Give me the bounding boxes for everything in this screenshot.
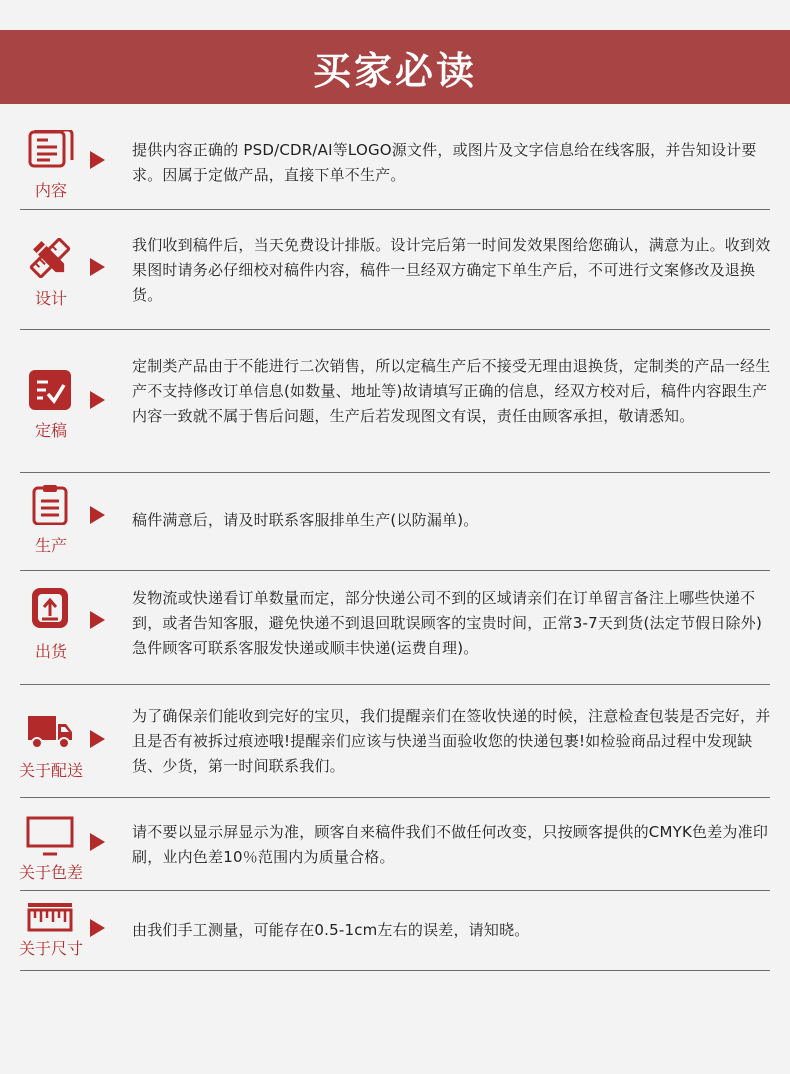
divider xyxy=(20,472,770,473)
arrow-icon xyxy=(90,391,105,409)
section-text: 我们收到稿件后，当天免费设计排版。设计完后第一时间发效果图给您确认，满意为止。收到效果图时请务必仔细校对稿件内容，稿件一旦经双方确定下单生产后，不可进行文案修改及退换货。 xyxy=(132,236,771,304)
arrow-icon xyxy=(90,258,105,276)
divider xyxy=(20,797,770,798)
section-shipping xyxy=(20,584,770,684)
arrow-icon xyxy=(90,506,105,524)
section-label: 定稿 xyxy=(34,421,67,440)
section-label: 生产 xyxy=(34,536,67,555)
section-label: 关于尺寸 xyxy=(18,939,83,958)
section-text: 为了确保亲们能收到完好的宝贝，我们提醒亲们在签收快递的时候，注意检查包装是否完好，并且是否有被拆过痕迹哦!提醒亲们应该与快递当面验收您的快递包裹!如检验商品过程中发现缺货、少货，第一时间联系我们。 xyxy=(132,707,771,775)
section-content xyxy=(20,128,770,208)
section-production xyxy=(20,482,770,570)
divider xyxy=(20,209,770,210)
banner xyxy=(0,30,790,104)
section-label: 关于配送 xyxy=(18,761,83,780)
arrow-icon xyxy=(90,919,105,937)
truck-icon xyxy=(26,712,74,752)
divider xyxy=(20,970,770,971)
section-delivery xyxy=(20,702,770,796)
divider xyxy=(20,329,770,330)
section-size xyxy=(20,898,770,970)
section-color-difference xyxy=(20,812,770,890)
section-text: 由我们手工测量，可能存在0.5-1cm左右的误差，请知晓。 xyxy=(132,921,530,939)
monitor-icon xyxy=(26,816,74,856)
ruler-icon xyxy=(26,900,74,940)
document-icon xyxy=(26,130,74,170)
section-text: 发物流或快递看订单数量而定，部分快递公司不到的区域请亲们在订单留言备注上哪些快递不到，或者告知客服，避免快递不到退回耽误顾客的宝贵时间，正常3-7天到货(法定节假日除外)急件顾客可联系客服发快递或顺丰快递(运费自理)。 xyxy=(132,589,763,657)
divider xyxy=(20,890,770,891)
section-label: 内容 xyxy=(34,181,67,200)
arrow-icon xyxy=(90,730,105,748)
pencil-ruler-icon xyxy=(26,238,74,278)
section-design xyxy=(20,228,770,328)
checklist-icon xyxy=(26,370,74,410)
section-label: 设计 xyxy=(34,289,67,308)
section-label: 关于色差 xyxy=(18,863,83,882)
clipboard-icon xyxy=(26,485,74,525)
section-finalize xyxy=(20,348,770,472)
upload-box-icon xyxy=(26,588,74,628)
section-text: 请不要以显示屏显示为准，顾客自来稿件我们不做任何改变，只按顾客提供的CMYK色差为准印刷，业内色差10％范围内为质量合格。 xyxy=(132,823,769,866)
section-text: 定制类产品由于不能进行二次销售，所以定稿生产后不接受无理由退换货，定制类的产品一经生产不支持修改订单信息(如数量、地址等)故请填写正确的信息，经双方校对后，稿件内容跟生产内容一致就不属于售后问题，生产后若发现图文有误，责任由顾客承担，敬请悉知。 xyxy=(132,357,771,425)
arrow-icon xyxy=(90,833,105,851)
divider xyxy=(20,570,770,571)
banner-title: 买家必读 xyxy=(312,48,477,93)
section-label: 出货 xyxy=(34,642,67,661)
section-text: 提供内容正确的 PSD/CDR/AI等LOGO源文件，或图片及文字信息给在线客服，并告知设计要求。因属于定做产品，直接下单不生产。 xyxy=(132,141,757,184)
divider xyxy=(20,684,770,685)
section-text: 稿件满意后，请及时联系客服排单生产(以防漏单)。 xyxy=(132,511,479,529)
arrow-icon xyxy=(90,151,105,169)
arrow-icon xyxy=(90,611,105,629)
